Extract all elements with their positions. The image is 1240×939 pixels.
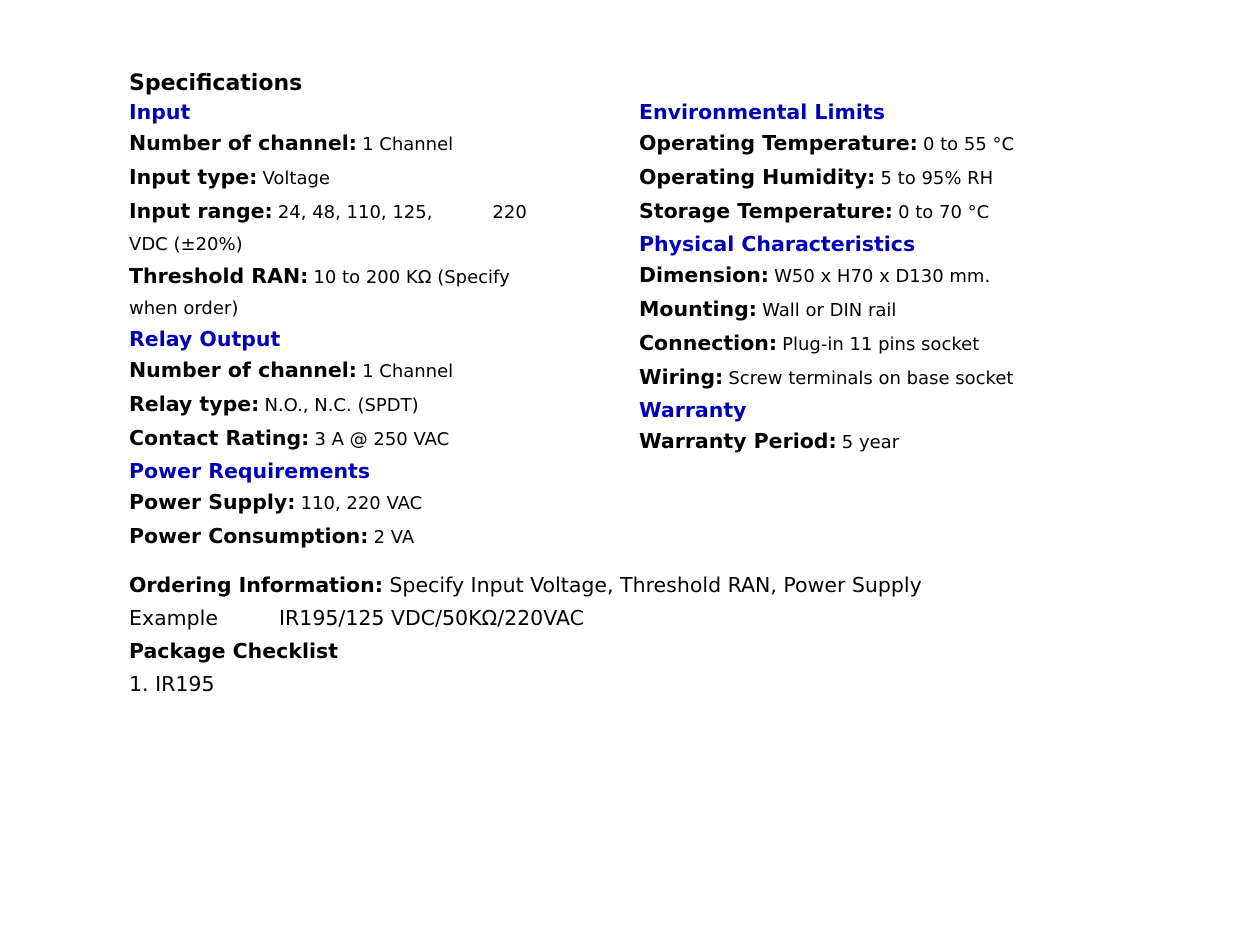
spec-value: Wall or DIN rail — [762, 300, 897, 321]
spec-label: Wiring: — [639, 365, 724, 389]
spec-row-input-range-cont — [129, 229, 559, 261]
spec-label: Operating Temperature: — [639, 131, 918, 155]
spec-label: Relay type: — [129, 392, 260, 416]
spec-value: 10 to 200 KΩ (Specify when order) — [129, 267, 510, 319]
spec-row-relay-type — [129, 388, 559, 422]
spec-label: Connection: — [639, 331, 778, 355]
spec-value: VDC (±20%) — [129, 234, 243, 255]
spec-row-warranty-period — [639, 425, 1119, 459]
ordering-label: Ordering Information: — [129, 573, 383, 597]
spec-label: Warranty Period: — [639, 429, 837, 453]
section-heading-warranty: Warranty — [639, 398, 747, 422]
spec-row-storage-temperature — [639, 195, 1119, 229]
spec-row-contact-rating — [129, 422, 559, 456]
spec-row-relay-channels — [129, 354, 559, 388]
ordering-example — [129, 602, 1129, 635]
spec-row-wiring — [639, 361, 1119, 395]
section-heading-physical: Physical Characteristics — [639, 232, 916, 256]
ordering-section — [129, 569, 1129, 701]
spec-label: Dimension: — [639, 263, 770, 287]
page-title: Specifications — [129, 71, 303, 96]
spec-value: N.O., N.C. (SPDT) — [264, 395, 419, 416]
spec-value: Screw terminals on base socket — [728, 368, 1014, 389]
spec-label: Power Supply: — [129, 490, 296, 514]
spec-label: Mounting: — [639, 297, 757, 321]
package-item: 1. IR195 — [129, 672, 215, 696]
spec-value: 1 Channel — [362, 134, 454, 155]
ordering-value: Specify Input Voltage, Threshold RAN, Power Supply — [389, 573, 922, 597]
spec-value: 1 Channel — [362, 361, 454, 382]
spec-row-dimension — [639, 259, 1119, 293]
spec-value: 5 to 95% RH — [880, 168, 994, 189]
spec-row-input-channels — [129, 127, 559, 161]
section-heading-input: Input — [129, 100, 191, 124]
spec-row-connection — [639, 327, 1119, 361]
spec-row-threshold — [129, 261, 534, 324]
spec-value: 0 to 70 °C — [898, 202, 990, 223]
spec-value: Plug-in 11 pins socket — [782, 334, 980, 355]
ordering-information — [129, 569, 1129, 602]
spec-label: Operating Humidity: — [639, 165, 876, 189]
spec-value: 2 VA — [373, 527, 415, 548]
section-heading-power: Power Requirements — [129, 459, 371, 483]
example-label: Example — [129, 606, 218, 630]
spec-label: Storage Temperature: — [639, 199, 893, 223]
section-heading-environmental: Environmental Limits — [639, 100, 885, 124]
spec-value: 0 to 55 °C — [922, 134, 1015, 155]
spec-value: 24, 48, 110, 125, — [277, 202, 433, 223]
spec-value: W50 x H70 x D130 mm. — [774, 266, 991, 287]
spec-label: Input type: — [129, 165, 258, 189]
spec-row-input-range — [129, 195, 559, 229]
spec-label: Number of channel: — [129, 358, 357, 382]
spec-row-input-type — [129, 161, 559, 195]
spec-row-operating-humidity — [639, 161, 1119, 195]
spec-label: Threshold RAN: — [129, 264, 309, 288]
package-checklist-heading: Package Checklist — [129, 639, 339, 663]
section-heading-relay-output: Relay Output — [129, 327, 281, 351]
spec-row-mounting — [639, 293, 1119, 327]
spec-label: Number of channel: — [129, 131, 357, 155]
spec-value: 110, 220 VAC — [300, 493, 423, 514]
spec-row-power-consumption — [129, 520, 559, 554]
spec-row-power-supply — [129, 486, 559, 520]
spec-value: 220 — [492, 202, 527, 223]
spec-row-operating-temperature — [639, 127, 1119, 161]
spec-label: Contact Rating: — [129, 426, 310, 450]
left-column — [129, 97, 559, 554]
spec-label: Input range: — [129, 199, 273, 223]
spec-label: Power Consumption: — [129, 524, 369, 548]
right-column — [639, 97, 1119, 459]
spec-value: 5 year — [841, 432, 900, 453]
spec-value: Voltage — [262, 168, 330, 189]
spec-value: 3 A @ 250 VAC — [314, 429, 450, 450]
example-value: IR195/125 VDC/50KΩ/220VAC — [279, 606, 584, 630]
